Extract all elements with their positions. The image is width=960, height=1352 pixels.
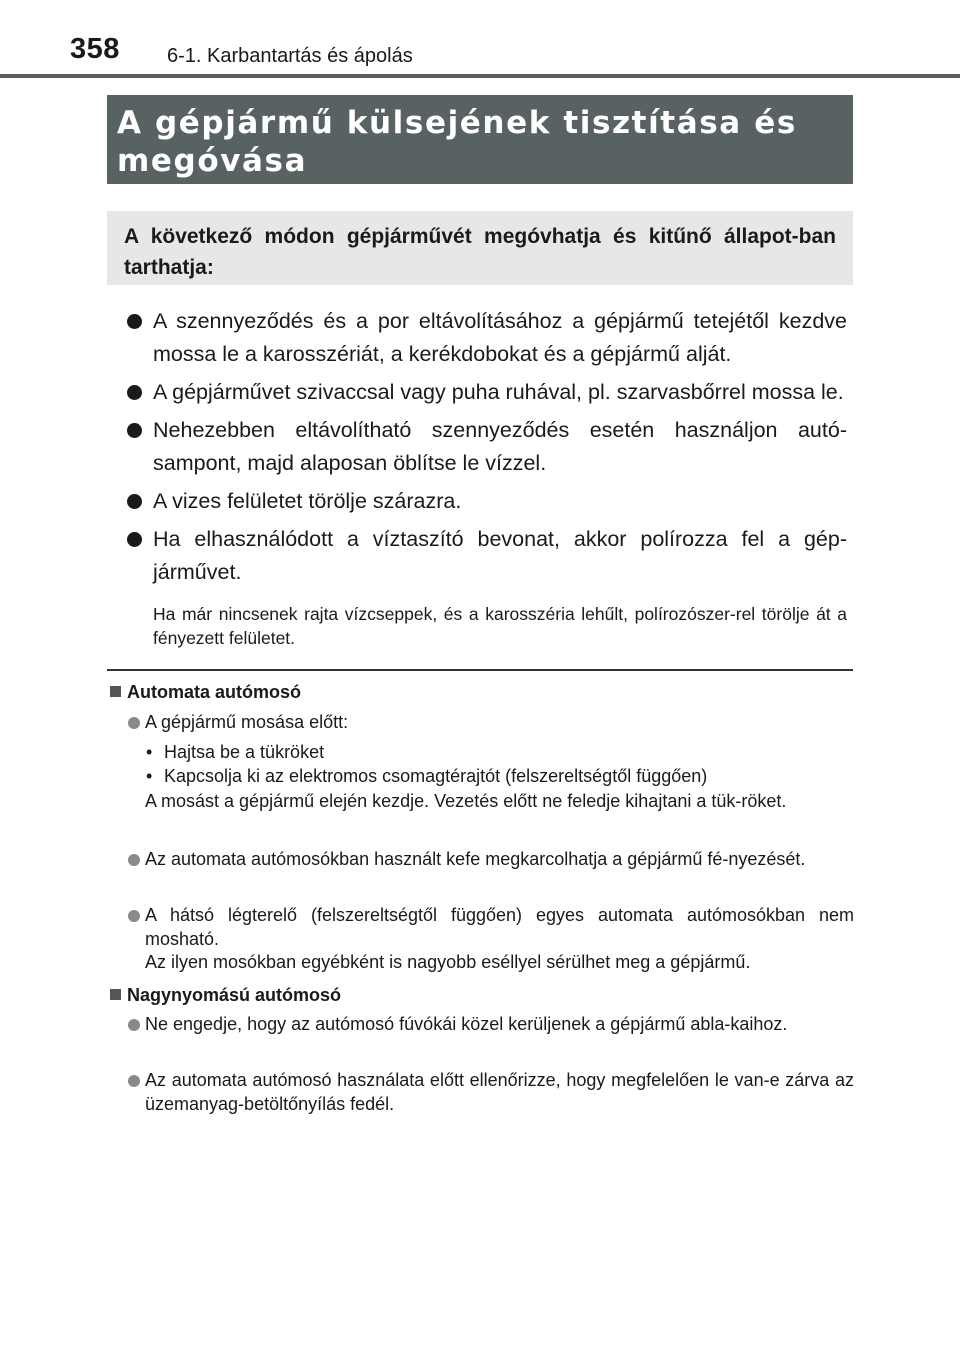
bullet-icon — [127, 385, 142, 400]
bullet-icon — [127, 314, 142, 329]
dot-bullet-icon: • — [146, 742, 153, 762]
list-item: Az automata autómosókban használt kefe megkarcolhatja a gépjármű fé-nyezését. — [128, 848, 854, 872]
bullet-icon — [127, 532, 142, 547]
section-divider — [107, 669, 853, 671]
subheading-highpressure: Nagynyomású autómosó — [110, 983, 341, 1007]
sub-bullet: • Kapcsolja ki az elektromos csomagtérajtót (felszereltségtől függően) — [146, 765, 846, 789]
title-box — [107, 95, 853, 184]
paragraph: Az ilyen mosókban egyébként is nagyobb eséllyel sérülhet meg a gépjármű. — [145, 952, 751, 972]
bullet-icon — [127, 494, 142, 509]
page-title: A gépjármű külsejének tisztítása és megóvása — [117, 105, 797, 179]
list-item: A vizes felületet törölje szárazra. — [127, 485, 847, 518]
bullet-icon — [128, 1075, 140, 1087]
dot-bullet-icon: • — [146, 766, 153, 786]
subheading-automatic: Automata autómosó — [110, 680, 301, 704]
intro-text: A következő módon gépjárművét megóvhatja és kitűnő állapot-ban tarthatja: — [124, 225, 836, 279]
header-rule — [0, 74, 960, 78]
list-item: A gépjármű mosása előtt: — [128, 711, 854, 735]
bullet-icon — [128, 717, 140, 729]
bullet-icon — [128, 854, 140, 866]
note-text: Ha már nincsenek rajta vízcseppek, és a karosszéria lehűlt, polírozószer-rel törölje át a fényezett felületet. — [153, 604, 847, 648]
sub-bullet: • Hajtsa be a tükröket — [146, 741, 846, 765]
list-item: A gépjárművet szivaccsal vagy puha ruhával, pl. szarvasbőrrel mossa le. — [127, 376, 847, 409]
bullet-icon — [128, 910, 140, 922]
square-bullet-icon — [110, 686, 121, 697]
page-header — [0, 0, 960, 80]
list-item: Ne engedje, hogy az autómosó fúvókái közel kerüljenek a gépjármű abla-kaihoz. — [128, 1013, 854, 1037]
bullet-icon — [127, 423, 142, 438]
square-bullet-icon — [110, 989, 121, 1000]
intro-box — [107, 211, 853, 285]
list-item: Az automata autómosó használata előtt ellenőrizze, hogy megfelelően le van-e zárva az üzemanyag-betöltőnyílás fedél. — [128, 1069, 854, 1116]
paragraph: A mosást a gépjármű elején kezdje. Vezetés előtt ne feledje kihajtani a tük-röket. — [145, 791, 787, 811]
bullet-icon — [128, 1019, 140, 1031]
list-item: A hátsó légterelő (felszereltségtől függően) egyes automata autómosókban nem mosható. — [128, 904, 854, 951]
list-item: Ha elhasználódott a víztaszító bevonat, akkor polírozza fel a gép-járművet. — [127, 523, 847, 589]
page-number: 358 — [70, 33, 120, 65]
list-item: Nehezebben eltávolítható szennyeződés esetén használjon autó-sampont, majd alaposan öblítse le vízzel. — [127, 414, 847, 480]
section-label: 6-1. Karbantartás és ápolás — [167, 45, 413, 67]
list-item: A szennyeződés és a por eltávolításához a gépjármű tetejétől kezdve mossa le a karosszériát, a kerékdobokat és a gépjármű alját. — [127, 305, 847, 371]
main-list — [127, 305, 847, 594]
